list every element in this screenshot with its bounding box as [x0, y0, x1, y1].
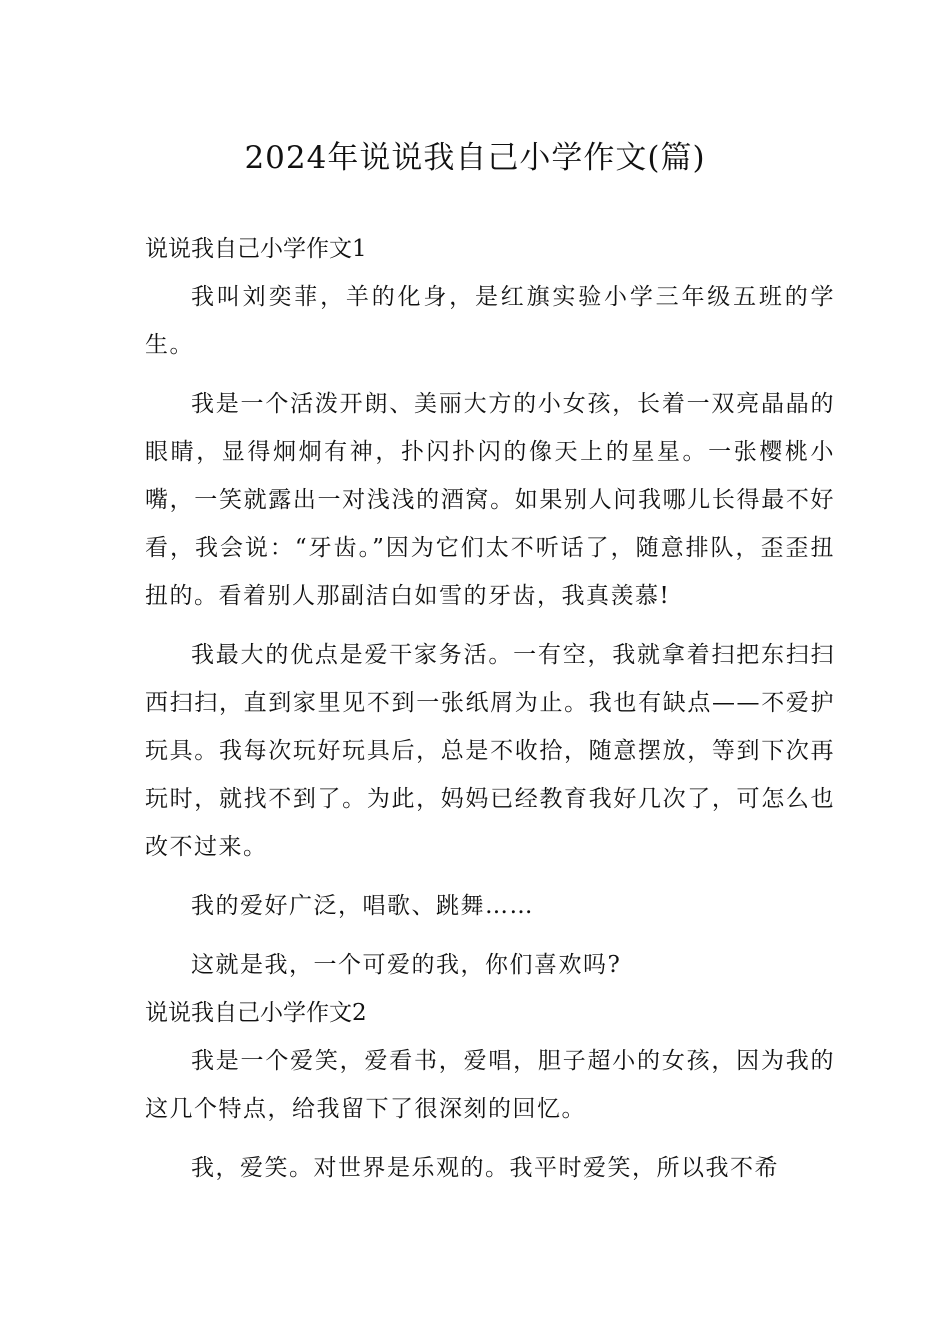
document-title: 2024年说说我自己小学作文(篇)	[244, 140, 706, 176]
paragraph: 我叫刘奕菲，羊的化身，是红旗实验小学三年级五班的学生。	[145, 284, 835, 358]
section-heading: 说说我自己小学作文2	[145, 1000, 367, 1026]
paragraph: 我，爱笑。对世界是乐观的。我平时爱笑，所以我不希	[191, 1155, 779, 1181]
document-body	[145, 225, 835, 1192]
paragraph: 我是一个活泼开朗、美丽大方的小女孩，长着一双亮晶晶的眼睛，显得炯炯有神，扑闪扑闪的像天上的星星。一张樱桃小嘴，一笑就露出一对浅浅的酒窝。如果别人问我哪儿长得最不好看，我会说：“牙齿。”因为它们太不听话了，随意排队，歪歪扭扭的。看着别人那副洁白如雪的牙齿，我真羡慕!	[145, 391, 835, 609]
paragraph: 我最大的优点是爱干家务活。一有空，我就拿着扫把东扫扫西扫扫，直到家里见不到一张纸屑为止。我也有缺点——不爱护玩具。我每次玩好玩具后，总是不收拾，随意摆放，等到下次再玩时，就找不到了。为此，妈妈已经教育我好几次了，可怎么也改不过来。	[145, 642, 835, 860]
paragraph: 这就是我，一个可爱的我，你们喜欢吗?	[191, 952, 622, 978]
section-heading: 说说我自己小学作文1	[145, 236, 367, 262]
paragraph: 我的爱好广泛，唱歌、跳舞……	[191, 893, 534, 919]
paragraph: 我是一个爱笑，爱看书，爱唱，胆子超小的女孩，因为我的这几个特点，给我留下了很深刻的回忆。	[145, 1048, 835, 1122]
